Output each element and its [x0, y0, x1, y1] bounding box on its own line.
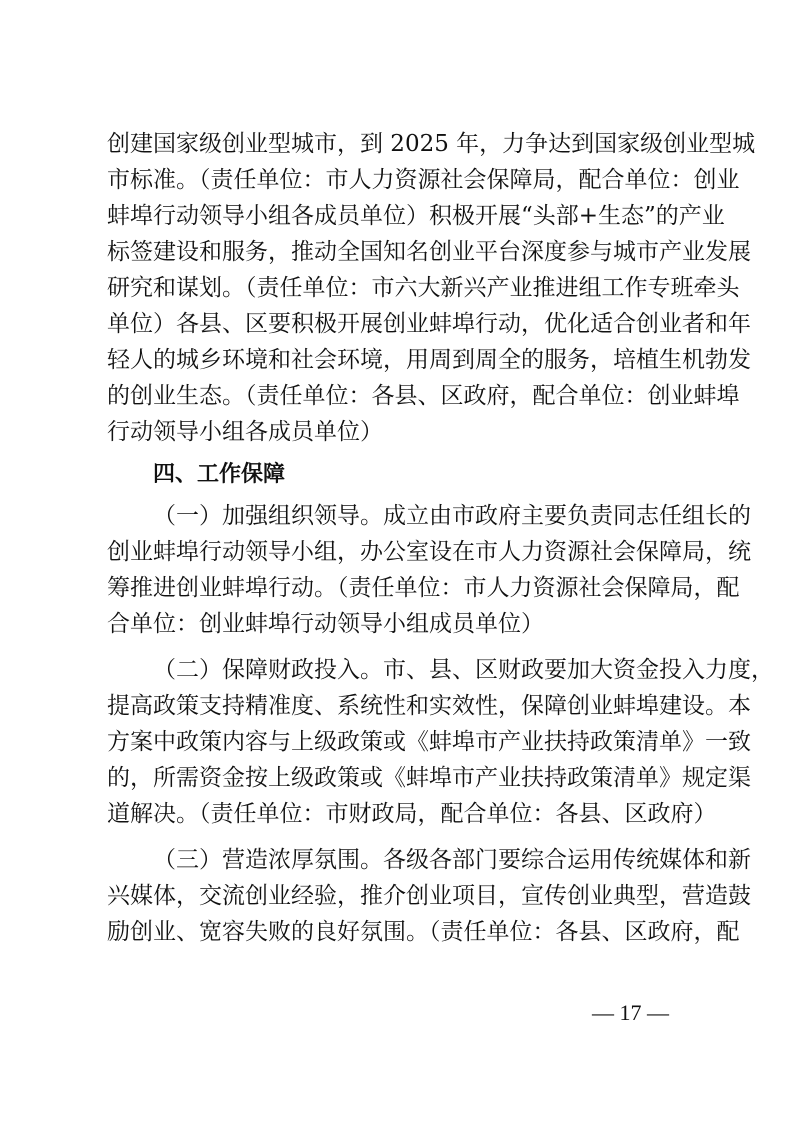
text-line: 励创业、宽容失败的良好氛围。（责任单位：各县、区政府，配: [107, 919, 740, 945]
text-line: 道解决。（责任单位：市财政局，配合单位：各县、区政府）: [107, 801, 717, 827]
document-body: [107, 126, 774, 950]
text-line: 标签建设和服务，推动全国知名创业平台深度参与城市产业发展: [107, 239, 751, 265]
text-line: 方案中政策内容与上级政策或《蚌埠市产业扶持政策清单》一致: [107, 729, 751, 755]
text-line: （三）营造浓厚氛围。各级各部门要综合运用传统媒体和新: [153, 847, 751, 873]
text-line: 市标准。（责任单位：市人力资源社会保障局，配合单位：创业: [107, 167, 740, 193]
text-line: 轻人的城乡环境和社会环境，用周到周全的服务，培植生机勃发: [107, 347, 751, 373]
text-line: 兴媒体，交流创业经验，推介创业项目，宣传创业典型，营造鼓: [107, 883, 751, 909]
text-line: 合单位：创业蚌埠行动领导小组成员单位）: [107, 611, 544, 637]
paragraph-organization-leadership: [107, 498, 751, 642]
paragraph-creation-goals: [107, 126, 756, 450]
text-line: 研究和谋划。（责任单位：市六大新兴产业推进组工作专班牵头: [107, 275, 740, 301]
paragraph-atmosphere: [107, 842, 751, 950]
text-line: 蚌埠行动领导小组各成员单位）积极开展“头部+生态”的产业: [107, 203, 725, 229]
text-line: 提高政策支持精准度、系统性和实效性，保障创业蚌埠建设。本: [107, 693, 751, 719]
text-line: 的创业生态。（责任单位：各县、区政府，配合单位：创业蚌埠: [107, 383, 740, 409]
page-number: — 17 —: [592, 1000, 669, 1025]
text-line: （二）保障财政投入。市、县、区财政要加大资金投入力度，: [153, 657, 774, 683]
text-line: 创业蚌埠行动领导小组，办公室设在市人力资源社会保障局，统: [107, 539, 751, 565]
text-line: 创建国家级创业型城市，到 2025 年，力争达到国家级创业型城: [107, 131, 756, 157]
section-heading: 四、工作保障: [153, 462, 286, 487]
text-line: （一）加强组织领导。成立由市政府主要负责同志任组长的: [153, 503, 751, 529]
text-line: 行动领导小组各成员单位）: [107, 419, 383, 445]
text-line: 的，所需资金按上级政策或《蚌埠市产业扶持政策清单》规定渠: [107, 765, 751, 791]
text-line: 单位）各县、区要积极开展创业蚌埠行动，优化适合创业者和年: [107, 311, 751, 337]
text-line: 筹推进创业蚌埠行动。（责任单位：市人力资源社会保障局，配: [107, 575, 740, 601]
paragraph-financial-investment: [107, 652, 774, 832]
